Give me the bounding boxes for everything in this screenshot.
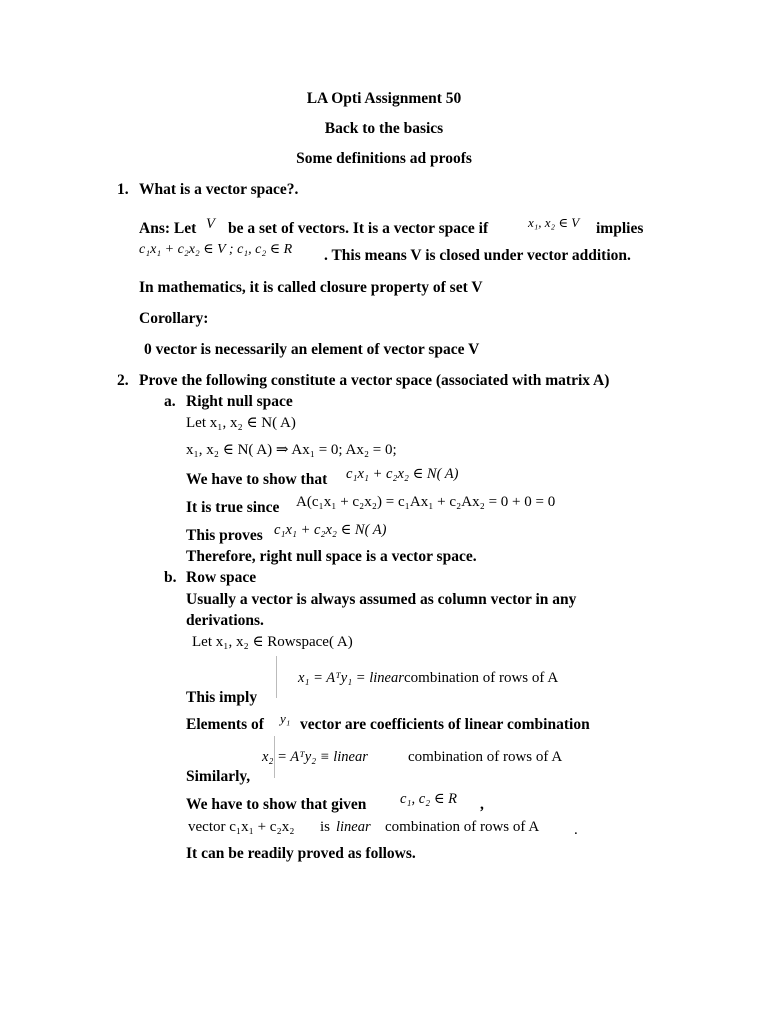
q2b-elements-y: y₁ [280, 711, 291, 726]
q1-answer-mid: be a set of vectors. It is a vector space if [228, 220, 489, 237]
q2b-label: b. [164, 569, 177, 586]
q2b-given-equation: c₁, c₂ ∈ R [400, 791, 458, 807]
page-title: LA Opti Assignment 50 [306, 90, 462, 107]
q1-answer-equation: c₁x₁ + c₂x₂ ∈ V ; c₁, c₂ ∈ R [139, 242, 293, 257]
q1-corollary-text: 0 vector is necessarily an element of vector space V [144, 341, 480, 358]
q2b-note-line-2: derivations. [186, 612, 264, 629]
q2b-equation-2-tail: combination of rows of A [408, 749, 563, 765]
q1-answer-tail: . This means V is closed under vector addition. [324, 247, 631, 264]
q2a-true-text: It is true since [186, 499, 280, 516]
q1-answer-set-V: V [206, 216, 215, 232]
q2b-vector: vector c₁x₁ + c₂x₂ [188, 819, 295, 835]
q2b-period: . [574, 822, 578, 838]
q2-question: Prove the following constitute a vector space (associated with matrix A) [139, 372, 610, 389]
q2b-equation-1-tail: combination of rows of A [404, 670, 559, 686]
q2b-title: Row space [186, 569, 257, 586]
q2-number: 2. [117, 372, 129, 389]
q2a-title: Right null space [186, 393, 293, 410]
q2b-is: is [320, 819, 331, 835]
page-subtitle: Back to the basics [324, 120, 444, 137]
q2b-elements-b: vector are coefficients of linear combination [300, 716, 590, 733]
page-subtitle-2: Some definitions ad proofs [296, 150, 472, 167]
q2a-show-equation: c₁x₁ + c₂x₂ ∈ N( A) [346, 466, 459, 482]
q2a-equation-1: x₁, x₂ ∈ N( A) ⇒ Ax₁ = 0; Ax₂ = 0; [186, 442, 397, 458]
q1-closure-text: In mathematics, it is called closure property of set V [139, 279, 483, 296]
q1-number: 1. [117, 181, 129, 198]
q2b-given-comma: , [480, 796, 484, 813]
q2b-final-line: It can be readily proved as follows. [186, 845, 416, 862]
q1-answer-condition: x₁, x₂ ∈ V [528, 215, 580, 230]
q2b-equation-2: x₂ = Aᵀy₂ ≡ linear [262, 749, 368, 765]
q1-answer-implies: implies [596, 220, 644, 237]
q1-answer-prefix: Ans: Let [139, 220, 197, 237]
q2a-show-text: We have to show that [186, 471, 328, 488]
q2a-true-equation: A(c₁x₁ + c₂x₂) = c₁Ax₁ + c₂Ax₂ = 0 + 0 = 0 [296, 494, 556, 510]
q2b-linear: linear [336, 819, 371, 835]
q2a-conclusion: Therefore, right null space is a vector space. [186, 548, 477, 565]
q2b-similarly: Similarly, [186, 768, 251, 785]
q1-question: What is a vector space?. [139, 181, 299, 198]
q2a-proves-equation: c₁x₁ + c₂x₂ ∈ N( A) [274, 522, 387, 538]
q2a-let: Let x₁, x₂ ∈ N( A) [186, 415, 296, 431]
q2b-elements-a: Elements of [186, 716, 264, 733]
q2b-imply-text: This imply [186, 689, 258, 706]
q2b-note-line-1: Usually a vector is always assumed as column vector in any [186, 591, 577, 608]
q1-corollary-label: Corollary: [139, 310, 209, 327]
q2b-combination: combination of rows of A [385, 819, 540, 835]
bracket-mark [276, 656, 277, 698]
q2a-proves-text: This proves [186, 527, 263, 544]
q2b-equation-1: x₁ = Aᵀy₁ = linear [298, 670, 404, 686]
q2b-let: Let x₁, x₂ ∈ Rowspace( A) [192, 634, 353, 650]
q2b-given-text: We have to show that given [186, 796, 367, 813]
q2a-label: a. [164, 393, 176, 410]
